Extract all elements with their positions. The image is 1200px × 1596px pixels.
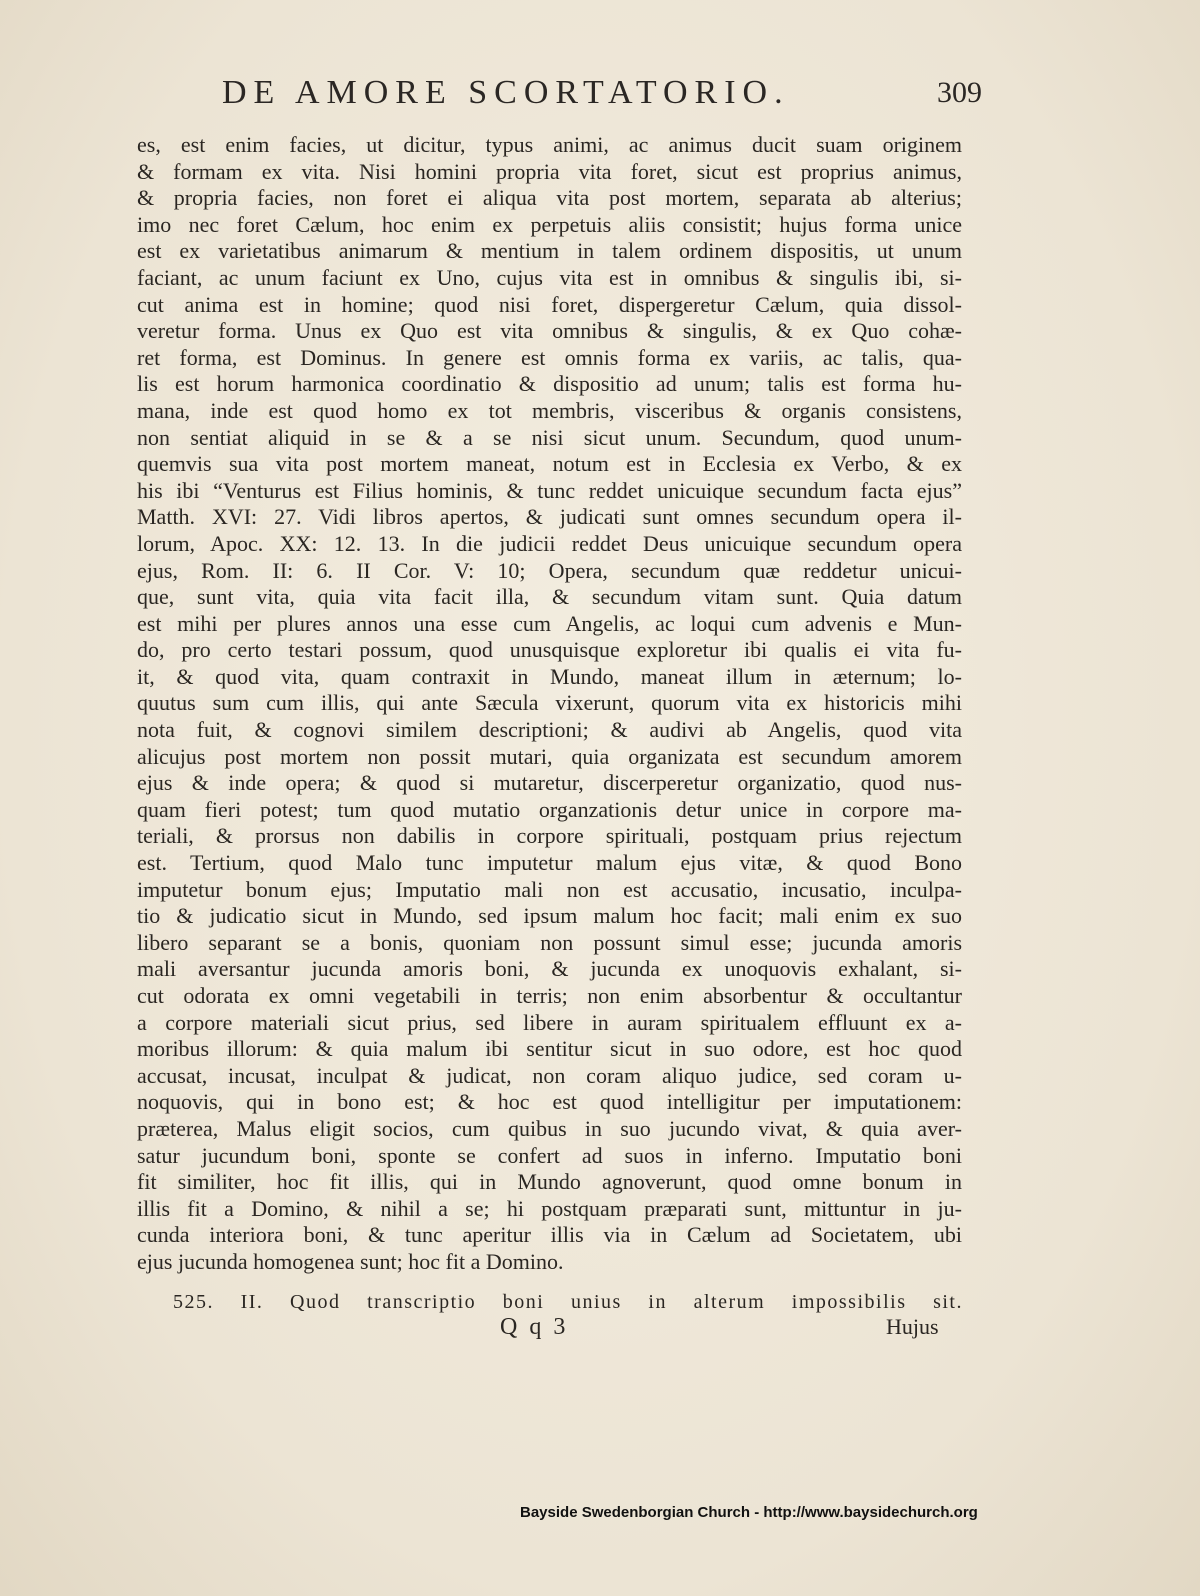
text-line: quemvis sua vita post mortem maneat, notum est in Ecclesia ex Verbo, & ex: [137, 451, 962, 477]
text-line: ejus jucunda homogenea sunt; hoc fit a Domino.: [137, 1248, 564, 1274]
text-line: veretur forma. Unus ex Quo est vita omnibus & singulis, & ex Quo cohæ-: [137, 318, 962, 344]
text-line: faciant, ac unum faciunt ex Uno, cujus vita est in omnibus & singulis ibi, si-: [137, 264, 962, 290]
text-line: accusat, incusat, inculpat & judicat, non coram aliquo judice, sed coram u-: [137, 1062, 962, 1088]
text-line: tio & judicatio sicut in Mundo, sed ipsum malum hoc facit; mali enim ex suo: [137, 903, 962, 929]
text-line: ret forma, est Dominus. In genere est omnis forma ex variis, ac talis, qua-: [137, 344, 962, 370]
text-line: cut anima est in homine; quod nisi foret, dispergeretur Cælum, quia dissol-: [137, 291, 962, 317]
text-line: do, pro certo testari possum, quod unusquisque exploretur ibi qualis ei vita fu-: [137, 637, 962, 663]
text-line: non sentiat aliquid in se & a se nisi sicut unum. Secundum, quod unum-: [137, 424, 962, 450]
text-line: noquovis, qui in bono est; & hoc est quod intelligitur per imputationem:: [137, 1089, 962, 1115]
text-line: his ibi “Venturus est Filius hominis, & tunc reddet unicuique secundum facta ejus”: [137, 477, 962, 503]
text-line: lis est horum harmonica coordinatio & dispositio ad unum; talis est forma hu-: [137, 371, 962, 397]
text-line: est ex varietatibus animarum & mentium in talem ordinem dispositis, ut unum: [137, 238, 962, 264]
running-head: [222, 74, 982, 124]
text-line: lorum, Apoc. XX: 12. 13. In die judicii reddet Deus unicuique secundum opera: [137, 530, 962, 556]
text-line: quutus sum cum illis, qui ante Sæcula vixerunt, quorum vita ex historicis mihi: [137, 690, 962, 716]
text-line: fit similiter, hoc fit illis, qui in Mundo agnoverunt, quod omne bonum in: [137, 1169, 962, 1195]
running-title: DE AMORE SCORTATORIO.: [222, 74, 790, 111]
body-text: [137, 132, 962, 1276]
text-line: a corpore materiali sicut prius, sed libere in auram spiritualem effluunt ex a-: [137, 1009, 962, 1035]
page-number: 309: [937, 76, 982, 109]
signature-mark: Q q 3: [500, 1314, 569, 1340]
text-line: & formam ex vita. Nisi homini propria vita foret, sicut est proprius animus,: [137, 158, 962, 184]
text-line: Matth. XVI: 27. Vidi libros apertos, & judicati sunt omnes secundum opera il-: [137, 504, 962, 530]
text-line: teriali, & prorsus non dabilis in corpore spirituali, postquam prius rejectum: [137, 823, 962, 849]
text-line: satur jucundum boni, sponte se confert ad suos in inferno. Imputatio boni: [137, 1142, 962, 1168]
text-line: alicujus post mortem non possit mutari, quia organizata est secundum amorem: [137, 743, 962, 769]
text-line: & propria facies, non foret ei aliqua vita post mortem, separata ab alterius;: [137, 185, 962, 211]
text-line: es, est enim facies, ut dicitur, typus animi, ac animus ducit suam originem: [137, 132, 962, 157]
text-line: ejus & inde opera; & quod si mutaretur, discerperetur organizatio, quod nus-: [137, 770, 962, 796]
text-line: nota fuit, & cognovi similem descriptioni; & audivi ab Angelis, quod vita: [137, 717, 962, 743]
text-line: libero separant se a bonis, quoniam non possunt simul esse; jucunda amoris: [137, 929, 962, 955]
text-line: que, sunt vita, quia vita facit illa, & secundum vitam sunt. Quia datum: [137, 584, 962, 610]
text-line: est mihi per plures annos una esse cum Angelis, ac loqui cum advenis e Mun-: [137, 610, 962, 636]
text-line: mali aversantur jucunda amoris boni, & jucunda ex unoquovis exhalant, si-: [137, 956, 962, 982]
text-line: illis fit a Domino, & nihil a se; hi postquam præparati sunt, mittuntur in ju-: [137, 1195, 962, 1221]
text-line: mana, inde est quod homo ex tot membris, visceribus & organis consistens,: [137, 397, 962, 423]
section-heading: 525. II. Quod transcriptio boni unius in alterum impossibilis sit.: [173, 1291, 963, 1313]
catchword: Hujus: [886, 1314, 939, 1339]
text-line: ejus, Rom. II: 6. II Cor. V: 10; Opera, secundum quæ reddetur unicui-: [137, 557, 962, 583]
text-line: cut odorata ex omni vegetabili in terris; non enim absorbentur & occultantur: [137, 983, 962, 1008]
text-line: it, & quod vita, quam contraxit in Mundo, maneat illum in æternum; lo-: [137, 663, 962, 689]
text-line: cunda interiora boni, & tunc aperitur illis via in Cælum ad Societatem, ubi: [137, 1222, 962, 1248]
text-line: imputetur bonum ejus; Imputatio mali non est accusatio, incusatio, inculpa-: [137, 876, 962, 902]
text-line: moribus illorum: & quia malum ibi sentitur sicut in suo odore, est hoc quod: [137, 1036, 962, 1062]
text-line: quam fieri potest; tum quod mutatio organzationis detur unice in corpore ma-: [137, 796, 962, 822]
text-line: imo nec foret Cælum, hoc enim ex perpetuis aliis consistit; hujus forma unice: [137, 211, 962, 237]
text-line: præterea, Malus eligit socios, cum quibus in suo jucundo vivat, & quia aver-: [137, 1115, 962, 1141]
footer-credit: Bayside Swedenborgian Church - http://www.baysidechurch.org: [520, 1504, 978, 1521]
text-line: est. Tertium, quod Malo tunc imputetur malum ejus vitæ, & quod Bono: [137, 850, 962, 876]
